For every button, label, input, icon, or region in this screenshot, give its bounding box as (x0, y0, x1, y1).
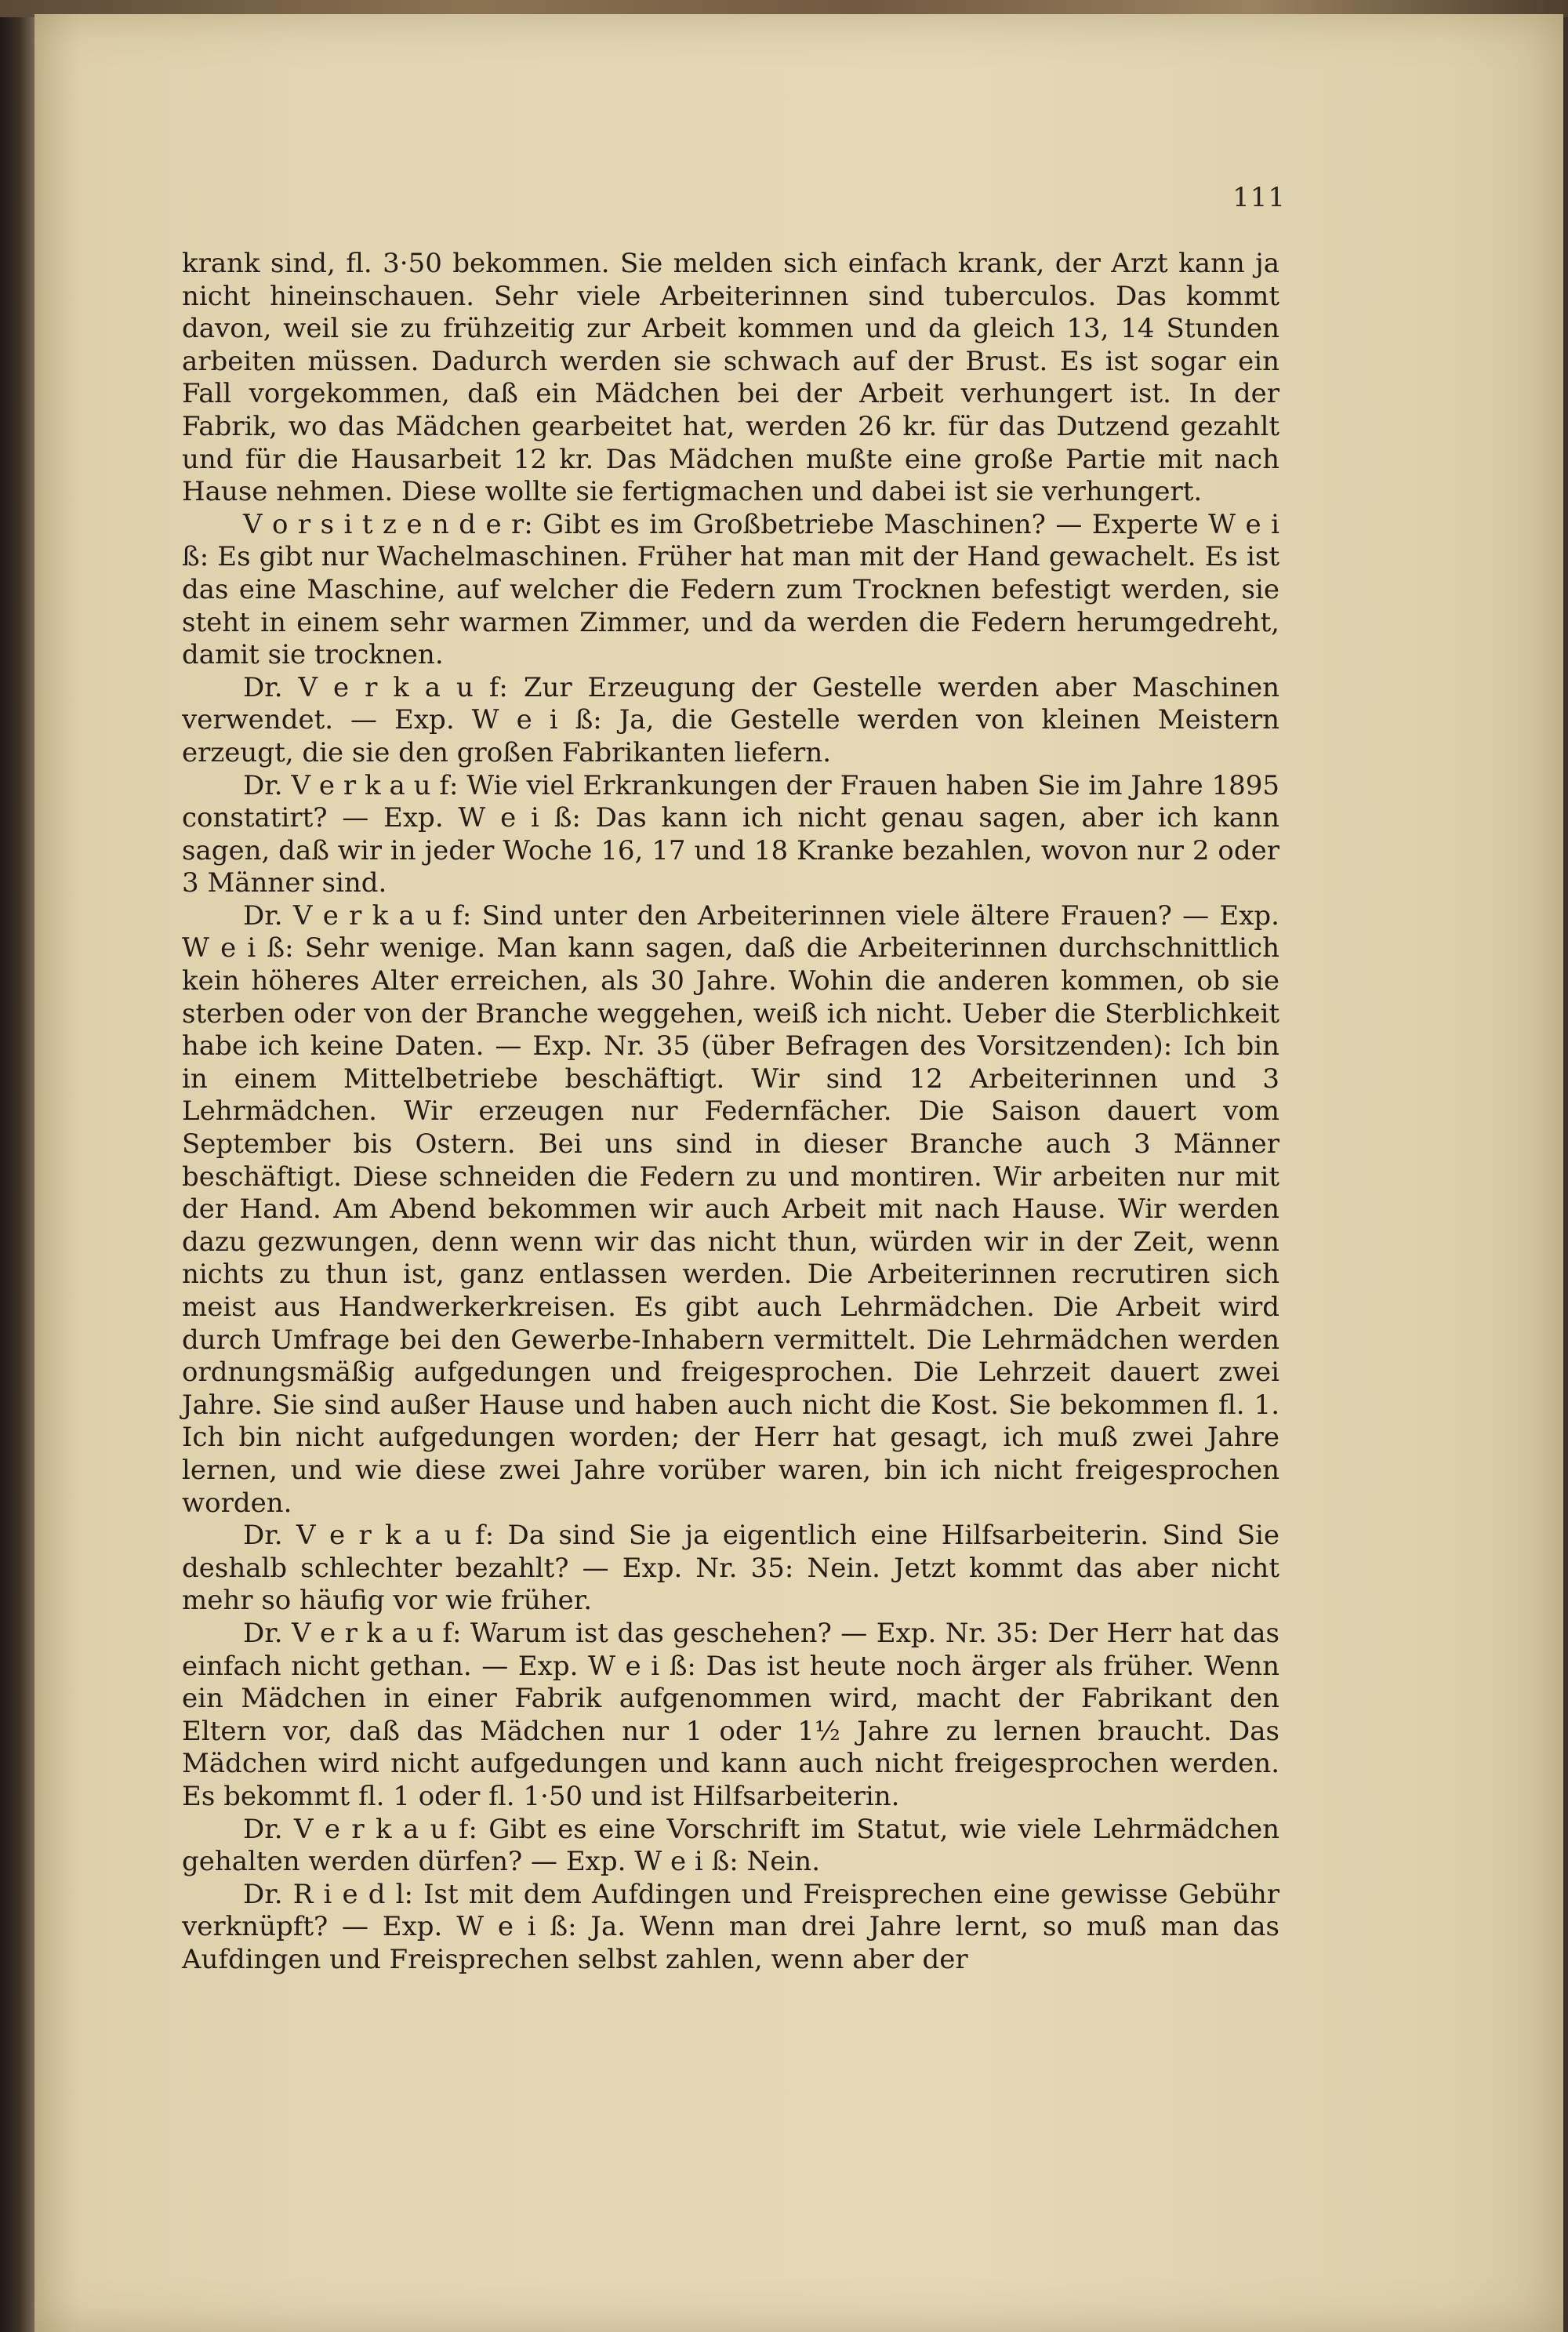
book-spine-edge (0, 0, 39, 2332)
paragraph-7: Dr. V e r k a u f: Warum ist das geschehen? — Exp. Nr. 35: Der Herr hat das einfach nicht gethan. — Exp. W e i ß: Das ist heute noch ärger als früher. Wenn ein Mädchen in einer Fabrik aufgenommen wird, macht der Fabrikant den Eltern vor, daß das Mädchen nur 1 oder 1½ Jahre zu lernen braucht. Das Mädchen wird nicht aufgedungen und kann auch nicht freigesprochen werden. Es bekommt fl. 1 oder fl. 1·50 und ist Hilfsarbeiterin. (182, 1617, 1279, 1812)
body-text (182, 248, 1279, 1976)
paragraph-5: Dr. V e r k a u f: Sind unter den Arbeiterinnen viele ältere Frauen? — Exp. W e i ß: Sehr wenige. Man kann sagen, daß die Arbeiterinnen durchschnittlich kein höheres Alter erreichen, als 30 Jahre. Wohin die anderen kommen, ob sie sterben oder von der Branche weggehen, weiß ich nicht. Ueber die Sterblichkeit habe ich keine Daten. — Exp. Nr. 35 (über Befragen des Vorsitzenden): Ich bin in einem Mittelbetriebe beschäftigt. Wir sind 12 Arbeiterinnen und 3 Lehrmädchen. Wir erzeugen nur Federnfächer. Die Saison dauert vom September bis Ostern. Bei uns sind in dieser Branche auch 3 Männer beschäftigt. Diese schneiden die Federn zu und montiren. Wir arbeiten nur mit der Hand. Am Abend bekommen wir auch Arbeit mit nach Hause. Wir werden dazu gezwungen, denn wenn wir das nicht thun, würden wir in der Zeit, wenn nichts zu thun ist, ganz entlassen werden. Die Arbeiterinnen recrutiren sich meist aus Handwerkerkreisen. Es gibt auch Lehrmädchen. Die Arbeit wird durch Umfrage bei den Gewerbe-Inhabern vermittelt. Die Lehrmädchen werden ordnungsmäßig aufgedungen und freigesprochen. Die Lehrzeit dauert zwei Jahre. Sie sind außer Hause und haben auch nicht die Kost. Sie bekommen fl. 1. Ich bin nicht aufgedungen worden; der Herr hat gesagt, ich muß zwei Jahre lernen, und wie diese zwei Jahre vorüber waren, bin ich nicht freigesprochen worden. (182, 899, 1279, 1519)
paragraph-4: Dr. V e r k a u f: Wie viel Erkrankungen der Frauen haben Sie im Jahre 1895 constatirt? — Exp. W e i ß: Das kann ich nicht genau sagen, aber ich kann sagen, daß wir in jeder Woche 16, 17 und 18 Kranke bezahlen, wovon nur 2 oder 3 Männer sind. (182, 769, 1279, 899)
paragraph-6: Dr. V e r k a u f: Da sind Sie ja eigentlich eine Hilfsarbeiterin. Sind Sie deshalb schlechter bezahlt? — Exp. Nr. 35: Nein. Jetzt kommt das aber nicht mehr so häufig vor wie früher. (182, 1520, 1279, 1617)
page-number: 111 (1232, 182, 1286, 213)
paragraph-9: Dr. R i e d l: Ist mit dem Aufdingen und Freisprechen eine gewisse Gebühr verknüpft? — Exp. W e i ß: Ja. Wenn man drei Jahre lernt, so muß man das Aufdingen und Freisprechen selbst zahlen, wenn aber der (182, 1878, 1279, 1975)
paragraph-8: Dr. V e r k a u f: Gibt es eine Vorschrift im Statut, wie viele Lehrmädchen gehalten werden dürfen? — Exp. W e i ß: Nein. (182, 1813, 1279, 1878)
paragraph-3: Dr. V e r k a u f: Zur Erzeugung der Gestelle werden aber Maschinen verwendet. — Exp. W e i ß: Ja, die Gestelle werden von kleinen Meistern erzeugt, die sie den großen Fabrikanten liefern. (182, 671, 1279, 768)
paragraph-1: krank sind, fl. 3·50 bekommen. Sie melden sich einfach krank, der Arzt kann ja nicht hineinschauen. Sehr viele Arbeiterinnen sind tuberculos. Das kommt davon, weil sie zu frühzeitig zur Arbeit kommen und da gleich 13, 14 Stunden arbeiten müssen. Dadurch werden sie schwach auf der Brust. Es ist sogar ein Fall vorgekommen, daß ein Mädchen bei der Arbeit verhungert ist. In der Fabrik, wo das Mädchen gearbeitet hat, werden 26 kr. für das Dutzend gezahlt und für die Hausarbeit 12 kr. Das Mädchen mußte eine große Partie mit nach Hause nehmen. Diese wollte sie fertigmachen und dabei ist sie verhungert. (182, 248, 1279, 508)
paragraph-2: V o r s i t z e n d e r: Gibt es im Großbetriebe Maschinen? — Experte W e i ß: Es gibt nur Wachelmaschinen. Früher hat man mit der Hand gewachelt. Es ist das eine Maschine, auf welcher die Federn zum Trocknen befestigt werden, sie steht in einem sehr warmen Zimmer, und da werden die Federn herumgedreht, damit sie trocknen. (182, 508, 1279, 671)
